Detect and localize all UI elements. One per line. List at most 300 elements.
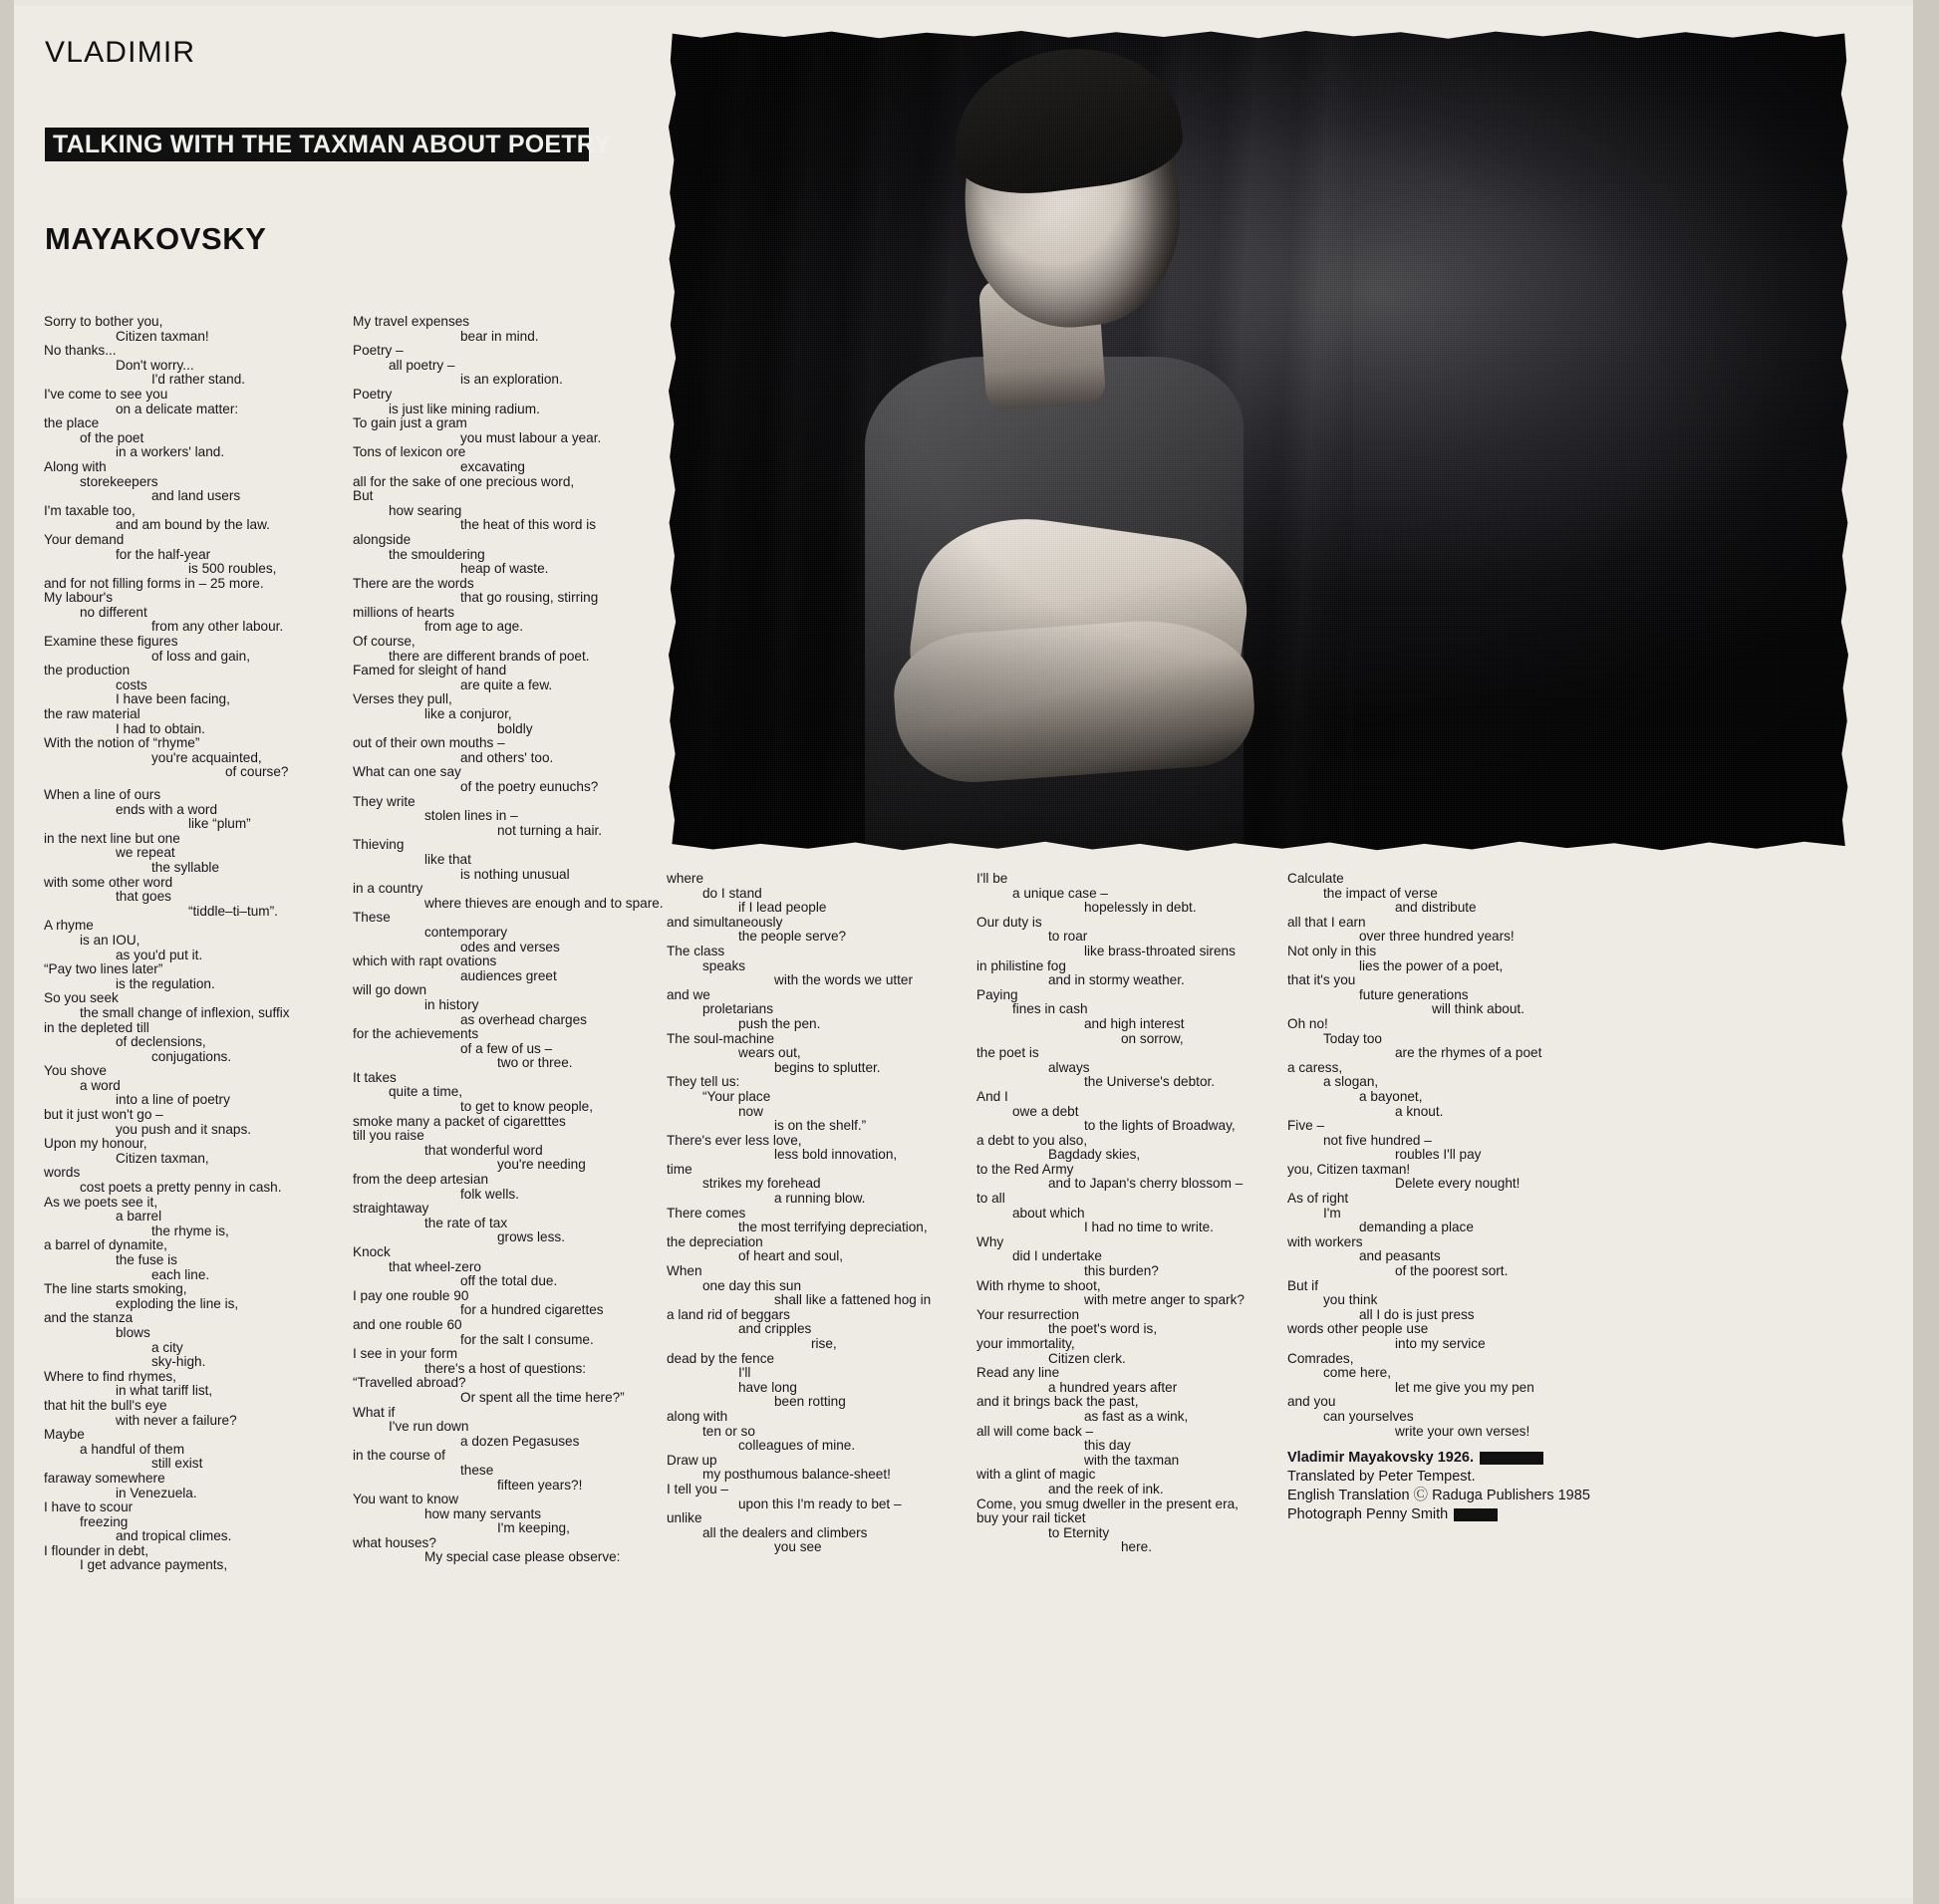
poem-line: write your own verses! xyxy=(1395,1423,1530,1439)
poem-line: push the pen. xyxy=(738,1015,821,1031)
poem-line: smoke many a packet of cigaretttes xyxy=(353,1113,566,1129)
poem-line: Citizen clerk. xyxy=(1048,1350,1126,1366)
poem-column-2 xyxy=(353,314,664,1565)
poem-line: we repeat xyxy=(116,845,175,861)
poem-line: buy your rail ticket xyxy=(976,1510,1086,1526)
poem-line: Examine these figures xyxy=(44,634,178,650)
poem-line: you must labour a year. xyxy=(460,429,602,445)
poem-line: I see in your form xyxy=(353,1346,458,1362)
poem-line: the heat of this word is xyxy=(460,517,597,533)
poem-line: and land users xyxy=(151,488,241,504)
poem-line: the production xyxy=(44,663,131,679)
poem-line: but it just won't go – xyxy=(44,1107,163,1123)
poem-line: I flounder in debt, xyxy=(44,1542,149,1558)
poem-line: and cripples xyxy=(738,1321,812,1337)
poem-line: I tell you – xyxy=(667,1481,728,1496)
poem-line: the depreciation xyxy=(667,1233,763,1249)
poem-line: a running blow. xyxy=(774,1191,866,1207)
poem-line: on a delicate matter: xyxy=(116,401,239,416)
poem-line: quite a time, xyxy=(389,1084,463,1100)
poem-line: fifteen years?! xyxy=(497,1477,583,1493)
poem-line: Citizen taxman, xyxy=(116,1150,209,1166)
poem-line: till you raise xyxy=(353,1128,424,1144)
photo-grain xyxy=(666,28,1851,853)
poem-line: the rate of tax xyxy=(424,1215,508,1230)
poem-line: You want to know xyxy=(353,1492,459,1507)
poem-line: heap of waste. xyxy=(460,561,549,577)
poem-line: that wheel-zero xyxy=(389,1258,481,1274)
poem-line: what houses? xyxy=(353,1534,436,1550)
poem-line: unlike xyxy=(667,1510,702,1526)
poem-line: I had no time to write. xyxy=(1084,1220,1214,1235)
poem-line: and peasants xyxy=(1359,1248,1441,1264)
poem-line: as overhead charges xyxy=(460,1011,587,1027)
poem-line: you think xyxy=(1323,1292,1378,1308)
poem-line: the most terrifying depreciation, xyxy=(738,1220,928,1235)
poem-line: They tell us: xyxy=(667,1074,740,1090)
poem-line: Famed for sleight of hand xyxy=(353,663,507,679)
poem-line: is on the shelf.” xyxy=(774,1118,867,1134)
poem-line: fines in cash xyxy=(1012,1001,1088,1017)
poem-line: the poet's word is, xyxy=(1048,1321,1158,1337)
poem-line: “Your place xyxy=(702,1088,771,1104)
poem-line: sky-high. xyxy=(151,1354,206,1370)
redaction-bar-icon xyxy=(1480,1452,1543,1465)
poem-line: ends with a word xyxy=(116,801,218,817)
poem-line: faraway somewhere xyxy=(44,1470,165,1486)
poem-line: and you xyxy=(1287,1394,1336,1410)
poem-line: with the taxman xyxy=(1084,1452,1180,1468)
poem-line: about which xyxy=(1012,1205,1085,1221)
poem-line: off the total due. xyxy=(460,1273,558,1289)
poem-line: the poet is xyxy=(976,1045,1039,1061)
poem-line: into a line of poetry xyxy=(116,1092,230,1108)
poem-line: you, Citizen taxman! xyxy=(1287,1161,1411,1177)
poem-line: from the deep artesian xyxy=(353,1172,489,1188)
poem-line: of the poet xyxy=(80,429,144,445)
poem-line: to Eternity xyxy=(1048,1524,1110,1540)
poem-line: will think about. xyxy=(1432,1001,1524,1017)
poem-line: Or spent all the time here?” xyxy=(460,1389,625,1405)
poem-line: still exist xyxy=(151,1456,203,1472)
poem-line: two or three. xyxy=(497,1055,573,1071)
poem-line: lies the power of a poet, xyxy=(1359,957,1504,973)
poem-line: And I xyxy=(976,1088,1008,1104)
poem-line: not five hundred – xyxy=(1323,1132,1432,1148)
poem-line: for the salt I consume. xyxy=(460,1331,594,1347)
poem-line: colleagues of mine. xyxy=(738,1438,856,1454)
poem-line: you're needing xyxy=(497,1157,586,1173)
poem-line: straightaway xyxy=(353,1201,429,1217)
poem-line: and the reek of ink. xyxy=(1048,1481,1164,1496)
poem-line: words other people use xyxy=(1287,1321,1429,1337)
poem-column-1 xyxy=(44,315,343,1573)
poem-line: odes and verses xyxy=(460,939,560,954)
poem-line: Not only in this xyxy=(1287,943,1377,958)
poem-line: all that I earn xyxy=(1287,914,1366,930)
poem-line: alongside xyxy=(353,531,412,547)
poem-line: and the stanza xyxy=(44,1310,134,1326)
poem-line: the impact of verse xyxy=(1323,885,1438,901)
poem-line: the smouldering xyxy=(389,546,485,562)
poem-line: Today too xyxy=(1323,1030,1382,1046)
credits-block xyxy=(1287,1449,1706,1524)
poem-line: you push and it snaps. xyxy=(116,1121,252,1137)
poem-line: a city xyxy=(151,1339,183,1355)
poem-line: The soul-machine xyxy=(667,1030,775,1046)
poem-line: a word xyxy=(80,1077,121,1093)
poem-line: Thieving xyxy=(353,837,405,853)
poem-line: Delete every nought! xyxy=(1395,1176,1521,1192)
poem-line: audiences greet xyxy=(460,967,557,983)
poem-line: of the poorest sort. xyxy=(1395,1263,1509,1279)
poem-line: What if xyxy=(353,1404,396,1420)
poem-line: Five – xyxy=(1287,1118,1325,1134)
poem-line: My travel expenses xyxy=(353,314,470,329)
poem-line: boldly xyxy=(497,720,533,736)
poem-line: Our duty is xyxy=(976,914,1042,930)
poem-line: that go rousing, stirring xyxy=(460,590,599,606)
poem-line: Maybe xyxy=(44,1427,85,1443)
poem-line: and tropical climes. xyxy=(116,1528,232,1544)
poem-line: words xyxy=(44,1165,81,1181)
poem-line: on sorrow, xyxy=(1121,1030,1184,1046)
poem-line: “tiddle–ti–tum”. xyxy=(188,903,278,919)
poem-line: all for the sake of one precious word, xyxy=(353,473,575,489)
poem-line: in Venezuela. xyxy=(116,1485,197,1500)
poem-line: to the lights of Broadway, xyxy=(1084,1118,1236,1134)
poem-line: less bold innovation, xyxy=(774,1147,898,1163)
poem-line: grows less. xyxy=(497,1229,565,1245)
poem-line: A rhyme xyxy=(44,918,94,934)
poem-line: all poetry – xyxy=(389,357,455,373)
poem-line: hopelessly in debt. xyxy=(1084,900,1197,916)
poem-line: of the poetry eunuchs? xyxy=(460,779,599,794)
poem-line: over three hundred years! xyxy=(1359,929,1515,945)
poem-line: are quite a few. xyxy=(460,677,553,692)
poem-line: I've come to see you xyxy=(44,386,168,402)
artist-surname: MAYAKOVSKY xyxy=(45,221,267,256)
poem-line: Sorry to bother you, xyxy=(44,314,163,329)
poem-line: in a workers' land. xyxy=(116,444,225,460)
poem-line: always xyxy=(1048,1059,1090,1075)
poem-line: a debt to you also, xyxy=(976,1132,1088,1148)
poem-line: been rotting xyxy=(774,1394,846,1410)
poem-line: Comrades, xyxy=(1287,1350,1354,1366)
poem-line: Of course, xyxy=(353,634,416,650)
poem-line: with workers xyxy=(1287,1233,1363,1249)
poem-line: come here, xyxy=(1323,1365,1392,1381)
poem-line: I'd rather stand. xyxy=(151,372,246,388)
poem-column-5 xyxy=(1287,872,1586,1439)
poem-line: These xyxy=(353,910,391,926)
poem-line: As of right xyxy=(1287,1191,1349,1207)
credit-translator: Translated by Peter Tempest. xyxy=(1287,1469,1476,1485)
poem-line: like that xyxy=(424,851,471,867)
poem-line: for the achievements xyxy=(353,1026,479,1042)
poem-line: As we poets see it, xyxy=(44,1194,158,1210)
poem-line: I'm keeping, xyxy=(497,1520,570,1536)
poem-line: I'm taxable too, xyxy=(44,502,136,518)
poem-line: Why xyxy=(976,1233,1004,1249)
poem-line: But if xyxy=(1287,1277,1318,1293)
poem-line: that goes xyxy=(116,889,171,905)
poem-line: and it brings back the past, xyxy=(976,1394,1139,1410)
poem-line: like a conjuror, xyxy=(424,706,512,722)
poem-line: With the notion of “rhyme” xyxy=(44,735,200,751)
poem-line: in the next line but one xyxy=(44,830,180,846)
poem-line: and for not filling forms in – 25 more. xyxy=(44,575,264,591)
poem-line: folk wells. xyxy=(460,1186,519,1202)
poem-line: out of their own mouths – xyxy=(353,735,505,751)
poem-line: the rhyme is, xyxy=(151,1223,229,1238)
poem-line: a dozen Pegasuses xyxy=(460,1433,580,1449)
poem-line: for the half-year xyxy=(116,546,211,562)
poem-line: I have been facing, xyxy=(116,691,230,707)
poem-line: in the course of xyxy=(353,1448,445,1464)
poem-line: To gain just a gram xyxy=(353,415,467,431)
poem-line: will go down xyxy=(353,982,427,998)
poem-line: bear in mind. xyxy=(460,328,539,344)
poem-line: and am bound by the law. xyxy=(116,517,270,533)
poem-line: now xyxy=(738,1103,763,1119)
poem-line: this burden? xyxy=(1084,1263,1159,1279)
poem-line: owe a debt xyxy=(1012,1103,1079,1119)
poem-line: There are the words xyxy=(353,575,474,591)
poem-line: I'll be xyxy=(976,871,1008,886)
poem-line: a caress, xyxy=(1287,1059,1343,1075)
poem-line: in a country xyxy=(353,881,423,897)
poem-line: from age to age. xyxy=(424,619,523,635)
poem-line: When a line of ours xyxy=(44,787,161,802)
poem-line: proletarians xyxy=(702,1001,774,1017)
poem-line: that it's you xyxy=(1287,972,1356,988)
poem-line: in history xyxy=(424,996,479,1012)
poem-line: It takes xyxy=(353,1069,397,1085)
poem-line: with metre anger to spark? xyxy=(1084,1292,1245,1308)
poem-line: with a glint of magic xyxy=(976,1467,1096,1483)
poem-line: millions of hearts xyxy=(353,604,454,620)
poem-line: You shove xyxy=(44,1063,107,1079)
poem-line: Poetry – xyxy=(353,343,404,359)
poem-line: a hundred years after xyxy=(1048,1379,1178,1395)
poem-line: the small change of inflexion, suffix xyxy=(80,1004,290,1020)
poem-line: that wonderful word xyxy=(424,1142,543,1158)
poem-line: this day xyxy=(1084,1438,1131,1454)
poem-line: dead by the fence xyxy=(667,1350,775,1366)
poem-line: and simultaneously xyxy=(667,914,783,930)
poem-line: My special case please observe: xyxy=(424,1549,621,1565)
poem-line: With rhyme to shoot, xyxy=(976,1277,1101,1293)
credit-photograph-line xyxy=(1287,1505,1706,1524)
poem-line: the raw material xyxy=(44,706,140,722)
poem-line: each line. xyxy=(151,1266,210,1282)
poem-line: But xyxy=(353,488,374,504)
poem-line: freezing xyxy=(80,1513,129,1529)
poem-line: contemporary xyxy=(424,924,508,940)
poem-line: one day this sun xyxy=(702,1277,801,1293)
poem-line: there's a host of questions: xyxy=(424,1360,587,1376)
redaction-bar-icon-2 xyxy=(1454,1508,1498,1521)
poem-line: strikes my forehead xyxy=(702,1176,821,1192)
poem-line: There's ever less love, xyxy=(667,1132,802,1148)
poem-line: storekeepers xyxy=(80,473,158,489)
poem-line: with the words we utter xyxy=(774,972,914,988)
poem-line: Upon my honour, xyxy=(44,1136,147,1152)
poem-line: is the regulation. xyxy=(116,975,215,991)
poem-line: of declensions, xyxy=(116,1034,206,1050)
portrait-photo xyxy=(666,28,1851,853)
poem-line: these xyxy=(460,1462,494,1478)
poem-line: costs xyxy=(116,677,147,692)
poem-line: roubles I'll pay xyxy=(1395,1147,1482,1163)
poem-line: my posthumous balance-sheet! xyxy=(702,1467,891,1483)
poem-line: Citizen taxman! xyxy=(116,328,209,344)
poem-line: the syllable xyxy=(151,859,220,875)
poem-line: a unique case – xyxy=(1012,885,1108,901)
poem-line: you see xyxy=(774,1539,822,1555)
poem-line: and distribute xyxy=(1395,900,1477,916)
poem-line: like brass-throated sirens xyxy=(1084,943,1236,958)
poem-line: and high interest xyxy=(1084,1015,1185,1031)
poem-line: I'm xyxy=(1323,1205,1341,1221)
poem-line: here. xyxy=(1121,1539,1152,1555)
poem-column-4 xyxy=(976,872,1275,1555)
credit-byline: Vladimir Mayakovsky 1926. xyxy=(1287,1450,1475,1466)
poem-line: for a hundred cigarettes xyxy=(460,1302,604,1318)
poem-line: a land rid of beggars xyxy=(667,1306,790,1322)
poem-line: The line starts smoking, xyxy=(44,1281,187,1297)
poem-line: a barrel xyxy=(116,1209,162,1224)
poem-line: Oh no! xyxy=(1287,1015,1328,1031)
poem-line: and one rouble 60 xyxy=(353,1316,462,1332)
poem-line: I have to scour xyxy=(44,1499,134,1515)
poem-line: ten or so xyxy=(702,1423,755,1439)
poem-line: of course? xyxy=(225,764,289,780)
poem-line: Your resurrection xyxy=(976,1306,1080,1322)
poem-line: conjugations. xyxy=(151,1048,232,1064)
credit-byline-line xyxy=(1287,1449,1706,1468)
poem-line: all the dealers and climbers xyxy=(702,1524,868,1540)
poem-line: Verses they pull, xyxy=(353,691,452,707)
poem-line: of loss and gain, xyxy=(151,648,250,664)
poem-line: do I stand xyxy=(702,885,762,901)
poem-line: are the rhymes of a poet xyxy=(1395,1045,1542,1061)
poem-line: is an IOU, xyxy=(80,932,140,948)
artist-first-name: VLADIMIR xyxy=(45,36,196,69)
poem-line: Read any line xyxy=(976,1365,1060,1381)
album-title-bar xyxy=(45,128,611,161)
poem-line: Come, you smug dweller in the present era, xyxy=(976,1496,1239,1511)
poem-line: how searing xyxy=(389,502,462,518)
poem-line: the fuse is xyxy=(116,1252,177,1267)
poem-line: exploding the line is, xyxy=(116,1295,239,1311)
poem-line: I get advance payments, xyxy=(80,1557,228,1573)
poem-line: They write xyxy=(353,793,416,809)
poem-line: the people serve? xyxy=(738,929,847,945)
poem-line: all will come back – xyxy=(976,1423,1094,1439)
poem-line: begins to splutter. xyxy=(774,1059,881,1075)
poem-line: Tons of lexicon ore xyxy=(353,444,466,460)
poem-line: I had to obtain. xyxy=(116,720,205,736)
poem-line: No thanks... xyxy=(44,343,117,359)
poem-line: no different xyxy=(80,604,147,620)
poem-line: time xyxy=(667,1161,692,1177)
poem-line: have long xyxy=(738,1379,797,1395)
poem-line: which with rapt ovations xyxy=(353,953,497,969)
poem-line: There comes xyxy=(667,1205,746,1221)
poem-line: shall like a fattened hog in xyxy=(774,1292,932,1308)
poem-line: in the depleted till xyxy=(44,1019,149,1035)
poem-line: Calculate xyxy=(1287,871,1344,886)
poem-line: Paying xyxy=(976,986,1018,1002)
poem-line: did I undertake xyxy=(1012,1248,1102,1264)
poem-line: a bayonet, xyxy=(1359,1088,1423,1104)
poem-line: how many servants xyxy=(424,1505,542,1521)
poem-line: where xyxy=(667,871,704,886)
poem-line: of heart and soul, xyxy=(738,1248,844,1264)
poem-line: with some other word xyxy=(44,874,173,890)
poem-line: Knock xyxy=(353,1244,391,1259)
poem-line: not turning a hair. xyxy=(497,822,603,838)
poem-line: to the Red Army xyxy=(976,1161,1074,1177)
poem-line: a slogan, xyxy=(1323,1074,1379,1090)
poem-line: a barrel of dynamite, xyxy=(44,1237,167,1253)
poem-line: stolen lines in – xyxy=(424,808,518,824)
poem-line: with never a failure? xyxy=(116,1412,237,1428)
poem-line: in what tariff list, xyxy=(116,1383,213,1399)
credit-copyright: English Translation Ⓒ Raduga Publishers 1985 xyxy=(1287,1488,1590,1503)
poem-line: like “plum” xyxy=(188,816,251,832)
poem-line: and in stormy weather. xyxy=(1048,972,1185,988)
poem-line: Draw up xyxy=(667,1452,717,1468)
poem-line: as you'd put it. xyxy=(116,947,203,962)
poem-line: Where to find rhymes, xyxy=(44,1368,176,1384)
poem-line: What can one say xyxy=(353,764,461,780)
poem-line: excavating xyxy=(460,458,525,474)
poem-line: and others' too. xyxy=(460,749,554,765)
poem-line: is an exploration. xyxy=(460,372,563,388)
poem-line: can yourselves xyxy=(1323,1408,1414,1424)
poem-line: to get to know people, xyxy=(460,1099,594,1115)
poem-line: to roar xyxy=(1048,929,1088,945)
poem-line: a handful of them xyxy=(80,1441,185,1457)
poem-line: Poetry xyxy=(353,386,393,402)
poem-line: along with xyxy=(667,1408,728,1424)
poem-line: When xyxy=(667,1263,702,1279)
poem-line: is 500 roubles, xyxy=(188,561,277,577)
poem-line: there are different brands of poet. xyxy=(389,648,590,664)
poem-line: Your demand xyxy=(44,531,125,547)
poem-line: is just like mining radium. xyxy=(389,401,540,416)
poem-line: blows xyxy=(116,1324,150,1340)
poem-line: of a few of us – xyxy=(460,1040,553,1056)
poem-line: I'll xyxy=(738,1365,751,1381)
poem-line: is nothing unusual xyxy=(460,866,570,882)
poem-column-3 xyxy=(667,872,966,1555)
poem-line: and we xyxy=(667,986,710,1002)
poem-line: and to Japan's cherry blossom – xyxy=(1048,1176,1244,1192)
poem-line: as fast as a wink, xyxy=(1084,1408,1189,1424)
poem-line: in philistine fog xyxy=(976,957,1066,973)
poem-line: all I do is just press xyxy=(1359,1306,1475,1322)
poem-line: “Travelled abroad? xyxy=(353,1375,466,1391)
poem-line: future generations xyxy=(1359,986,1469,1002)
poem-line: into my service xyxy=(1395,1336,1486,1351)
poem-line: “Pay two lines later” xyxy=(44,961,163,977)
poem-line: rise, xyxy=(811,1336,837,1351)
poem-line: from any other labour. xyxy=(151,619,284,635)
